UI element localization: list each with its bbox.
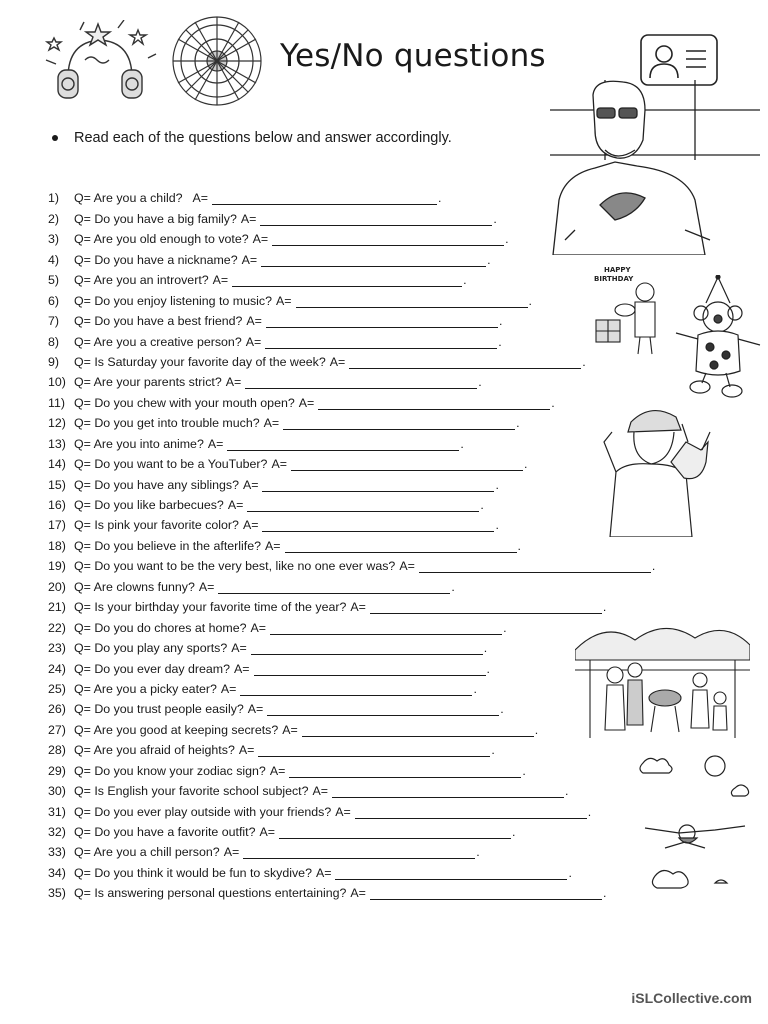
question-number: 14) — [48, 457, 66, 472]
question-text: Q= Are you afraid of heights? — [74, 743, 235, 758]
question-row — [48, 573, 728, 593]
question-text: Q= Do you trust people easily? — [74, 702, 244, 717]
period: . — [651, 559, 656, 574]
question-number: 7) — [48, 314, 60, 329]
period: . — [528, 293, 532, 308]
answer-prefix: A= — [234, 661, 250, 676]
answer-prefix: A= — [245, 334, 262, 349]
period: . — [476, 845, 480, 860]
question-row — [48, 328, 728, 348]
answer-prefix: A= — [241, 252, 258, 267]
answer-prefix: A= — [198, 579, 215, 594]
question-text: Q= Are you a picky eater? — [74, 681, 217, 696]
answer-blank[interactable] — [302, 725, 534, 737]
answer-prefix: A= — [271, 457, 287, 472]
question-text: Q= Do you want to be a YouTuber? — [74, 457, 268, 472]
question-text: Q= Do you have a nickname? — [74, 252, 238, 267]
question-text: Q= Do you have any siblings? — [74, 477, 239, 492]
question-text: Q= Are you a child? — [74, 191, 183, 206]
answer-blank[interactable] — [296, 296, 528, 308]
answer-blank[interactable] — [370, 602, 602, 614]
question-text: Q= Are your parents strict? — [74, 375, 222, 390]
period: . — [438, 191, 442, 206]
question-number: 17) — [48, 518, 66, 533]
answer-blank[interactable] — [332, 786, 564, 798]
zodiac-wheel-illustration — [170, 14, 265, 109]
question-number: 19) — [48, 559, 66, 574]
question-row — [48, 798, 728, 818]
question-number: 2) — [48, 211, 60, 226]
answer-blank[interactable] — [291, 459, 523, 471]
question-text: Q= Are you into anime? — [74, 436, 204, 451]
question-text: Q= Is answering personal questions entertaining? — [74, 886, 347, 901]
answer-blank[interactable] — [267, 704, 499, 716]
question-row — [48, 859, 728, 879]
question-text: Q= Are you a creative person? — [74, 334, 242, 349]
question-row — [48, 676, 728, 696]
period: . — [493, 211, 497, 226]
answer-prefix: A= — [246, 314, 262, 329]
period: . — [498, 334, 502, 349]
answer-blank[interactable] — [266, 316, 498, 328]
question-text: Q= Do you ever day dream? — [74, 661, 230, 676]
question-row — [48, 185, 728, 205]
question-number: 4) — [48, 252, 60, 267]
question-row — [48, 287, 728, 307]
answer-prefix: A= — [350, 600, 366, 615]
answer-blank[interactable] — [419, 561, 651, 573]
question-number: 31) — [48, 804, 66, 819]
bullet-icon — [52, 135, 58, 141]
answer-prefix: A= — [259, 825, 276, 839]
instruction — [52, 130, 452, 146]
answer-prefix: A= — [212, 273, 229, 288]
answer-prefix: A= — [225, 375, 242, 390]
question-number: 21) — [48, 600, 66, 615]
question-row — [48, 696, 728, 716]
period: . — [602, 886, 607, 901]
answer-blank[interactable] — [258, 745, 490, 757]
question-number: 5) — [48, 273, 60, 288]
period: . — [491, 743, 495, 758]
answer-prefix: A= — [250, 620, 267, 635]
answer-blank[interactable] — [262, 520, 494, 532]
answer-prefix: A= — [399, 559, 415, 574]
answer-prefix: A= — [252, 232, 269, 247]
question-text: Q= Do you want to be the very best, like no one ever was? — [74, 559, 396, 574]
period: . — [534, 722, 539, 737]
question-number: 35) — [48, 886, 66, 901]
question-row — [48, 553, 728, 573]
period: . — [460, 436, 464, 451]
period: . — [505, 232, 509, 247]
period: . — [451, 579, 455, 594]
answer-prefix: A= — [238, 743, 255, 758]
period: . — [551, 395, 555, 410]
answer-prefix: A= — [242, 518, 259, 533]
question-number: 18) — [48, 538, 66, 553]
question-number: 34) — [48, 865, 66, 880]
question-row — [48, 880, 728, 900]
question-number: 24) — [48, 661, 66, 676]
question-row — [48, 451, 728, 471]
answer-blank[interactable] — [247, 500, 479, 512]
period: . — [516, 416, 520, 431]
question-text: Q= Are you a chill person? — [74, 845, 220, 860]
answer-blank[interactable] — [254, 664, 486, 676]
question-text: Q= Do you play any sports? — [74, 641, 228, 656]
period: . — [478, 375, 482, 390]
answer-blank[interactable] — [370, 888, 602, 900]
question-text: Q= Are you good at keeping secrets? — [74, 722, 279, 737]
question-list — [48, 185, 728, 900]
question-text: Q= Do you believe in the afterlife? — [74, 538, 262, 553]
question-text: Q= Are clowns funny? — [74, 579, 195, 594]
answer-blank[interactable] — [212, 193, 437, 205]
answer-prefix: A= — [282, 722, 298, 737]
answer-prefix: A= — [315, 865, 332, 880]
question-text: Q= Is your birthday your favorite time of the year? — [74, 600, 347, 615]
question-text: Q= Do you have a best friend? — [74, 314, 243, 329]
question-text: Q= Do you ever play outside with your friends? — [74, 804, 332, 819]
question-row — [48, 369, 728, 389]
question-number: 6) — [48, 293, 60, 308]
period: . — [487, 252, 491, 267]
answer-blank[interactable] — [285, 541, 517, 553]
answer-blank[interactable] — [251, 643, 483, 655]
answer-blank[interactable] — [227, 439, 459, 451]
question-row — [48, 594, 728, 614]
question-row — [48, 737, 728, 757]
question-row — [48, 655, 728, 675]
answer-prefix: A= — [240, 211, 257, 226]
question-row — [48, 757, 728, 777]
question-row — [48, 267, 728, 287]
answer-blank[interactable] — [349, 357, 581, 369]
answer-blank[interactable] — [232, 275, 462, 287]
question-text: Q= Do you think it would be fun to skydive? — [74, 865, 312, 880]
answer-prefix: A= — [242, 477, 259, 492]
birthday-sign-birthday: BIRTHDAY — [594, 275, 634, 283]
period: . — [500, 702, 504, 717]
period: . — [565, 784, 569, 799]
answer-prefix: A= — [207, 436, 224, 451]
answer-blank[interactable] — [218, 582, 450, 594]
question-text: Q= Is pink your favorite color? — [74, 518, 239, 533]
answer-blank[interactable] — [283, 418, 515, 430]
question-text: Q= Do you enjoy listening to music? — [74, 293, 273, 308]
period: . — [498, 314, 503, 329]
period: . — [522, 763, 526, 778]
question-text: Q= Do you get into trouble much? — [74, 416, 260, 431]
answer-blank[interactable] — [279, 827, 511, 839]
question-number: 33) — [48, 845, 66, 860]
question-row — [48, 512, 728, 532]
answer-blank[interactable] — [260, 214, 492, 226]
answer-prefix: A= — [350, 886, 366, 901]
page-title: Yes/No questions — [280, 38, 546, 74]
question-number: 15) — [48, 477, 66, 492]
period: . — [483, 641, 488, 656]
question-row — [48, 410, 728, 430]
answer-blank[interactable] — [272, 234, 504, 246]
period: . — [503, 620, 507, 635]
period: . — [512, 825, 516, 839]
answer-blank[interactable] — [262, 480, 494, 492]
period: . — [495, 518, 499, 533]
question-text: Q= Do you chew with your mouth open? — [74, 395, 295, 410]
period: . — [473, 681, 477, 696]
answer-blank[interactable] — [265, 337, 497, 349]
question-text: Q= Do you do chores at home? — [74, 620, 247, 635]
question-row — [48, 205, 728, 225]
question-row — [48, 389, 728, 409]
answer-prefix: A= — [231, 641, 247, 656]
answer-blank[interactable] — [243, 847, 475, 859]
question-number: 10) — [48, 375, 66, 390]
answer-prefix: A= — [329, 354, 346, 369]
answer-prefix: A= — [312, 784, 329, 799]
period: . — [582, 354, 586, 369]
question-number: 25) — [48, 681, 66, 696]
question-row — [48, 532, 728, 552]
question-row — [48, 839, 728, 859]
answer-blank[interactable] — [289, 766, 521, 778]
question-number: 20) — [48, 579, 66, 594]
answer-prefix: A= — [335, 804, 351, 819]
answer-blank[interactable] — [261, 255, 486, 267]
period: . — [486, 661, 490, 676]
question-number: 29) — [48, 763, 66, 778]
question-number: 8) — [48, 334, 60, 349]
question-number: 11) — [48, 395, 65, 410]
answer-blank[interactable] — [355, 807, 587, 819]
question-number: 32) — [48, 825, 66, 839]
question-text: Q= Are you old enough to vote? — [74, 232, 249, 247]
answer-prefix: A= — [192, 191, 208, 206]
question-number: 30) — [48, 784, 66, 799]
question-text: Q= Do you have a favorite outfit? — [74, 825, 256, 839]
question-text: Q= Do you like barbecues? — [74, 498, 224, 512]
question-number: 1) — [48, 191, 60, 206]
answer-blank[interactable] — [335, 868, 567, 880]
answer-blank[interactable] — [318, 398, 550, 410]
period: . — [463, 273, 467, 288]
question-text: Q= Is English your favorite school subject? — [74, 784, 309, 799]
answer-prefix: A= — [247, 702, 264, 717]
question-row — [48, 471, 728, 491]
answer-blank[interactable] — [240, 684, 472, 696]
question-row — [48, 430, 728, 450]
question-text: Q= Is Saturday your favorite day of the week? — [74, 354, 326, 369]
question-number: 3) — [48, 232, 60, 247]
question-row — [48, 226, 728, 246]
period: . — [517, 538, 521, 553]
question-row — [48, 492, 728, 512]
answer-blank[interactable] — [270, 623, 502, 635]
answer-prefix: A= — [276, 293, 292, 308]
question-row — [48, 716, 728, 736]
answer-prefix: A= — [298, 395, 315, 410]
profile-card-icon — [640, 34, 718, 86]
period: . — [568, 865, 572, 880]
answer-prefix: A= — [265, 538, 281, 553]
question-number: 13) — [48, 436, 66, 451]
answer-prefix: A= — [269, 763, 286, 778]
answer-prefix: A= — [223, 845, 240, 860]
question-row — [48, 246, 728, 266]
question-row — [48, 819, 728, 839]
birthday-sign-happy: HAPPY — [604, 266, 631, 274]
question-number: 9) — [48, 354, 60, 369]
answer-prefix: A= — [263, 416, 280, 431]
question-text: Q= Do you have a big family? — [74, 211, 237, 226]
question-number: 26) — [48, 702, 66, 717]
answer-prefix: A= — [227, 498, 244, 512]
question-number: 12) — [48, 416, 66, 431]
question-row — [48, 308, 728, 328]
question-number: 22) — [48, 620, 66, 635]
question-number: 23) — [48, 641, 66, 656]
question-row — [48, 778, 728, 798]
period: . — [495, 477, 499, 492]
question-number: 28) — [48, 743, 66, 758]
question-text: Q= Are you an introvert? — [74, 273, 209, 288]
answer-prefix: A= — [220, 681, 237, 696]
question-row — [48, 635, 728, 655]
question-row — [48, 349, 728, 369]
watermark: iSLCollective.com — [631, 990, 752, 1006]
question-number: 16) — [48, 498, 66, 512]
question-text: Q= Do you know your zodiac sign? — [74, 763, 266, 778]
period: . — [587, 804, 592, 819]
period: . — [602, 600, 607, 615]
question-number: 27) — [48, 722, 66, 737]
instruction-text: Read each of the questions below and answer accordingly. — [74, 130, 452, 146]
period: . — [523, 457, 528, 472]
answer-blank[interactable] — [245, 377, 477, 389]
question-row — [48, 614, 728, 634]
headphones-illustration — [40, 20, 160, 105]
period: . — [480, 498, 484, 512]
